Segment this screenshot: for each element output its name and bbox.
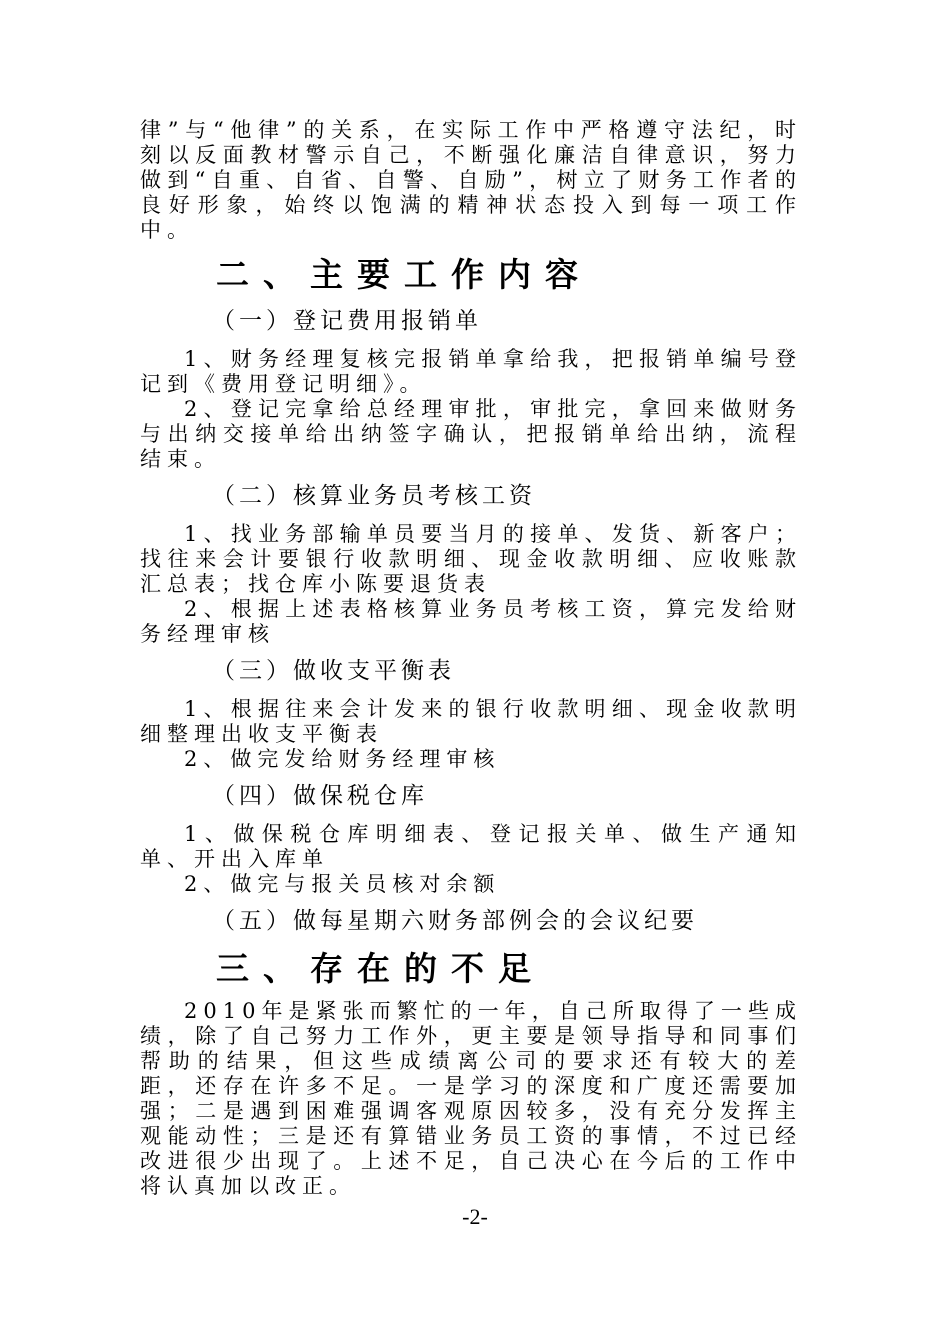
section-3-paragraph: 2010年是紧张而繁忙的一年，自己所取得了一些成绩，除了自己努力工作外，更主要是领导指导和同事们帮助的结果，但这些成绩离公司的要求还有较大的差距，还存在许多不足。一是学习的深度和广度还需要加强；二是遇到困难强调客观原因较多，没有充分发挥主观能动性；三是还有算错业务员工资的事情，不过已经改进很少出现了。上述不足，自己决心在今后的工作中将认真加以改正。: [140, 999, 802, 1198]
subsection-3-heading: （三）做收支平衡表: [212, 658, 455, 684]
page-number: -2-: [462, 1204, 488, 1229]
subsection-1-item-2: 2、登记完拿给总经理审批，审批完，拿回来做财务与出纳交接单给出纳签字确认，把报销单给出纳，流程结束。: [140, 397, 802, 471]
subsection-2-heading: （二）核算业务员考核工资: [212, 483, 536, 509]
subsection-3-item-2: 2、做完发给财务经理审核: [184, 747, 501, 771]
subsection-4-item-1: 1、做保税仓库明细表、登记报关单、做生产通知单、开出入库单: [140, 822, 802, 871]
subsection-3-item-1: 1、根据往来会计发来的银行收款明细、现金收款明细整理出收支平衡表: [140, 697, 802, 746]
subsection-1-heading: （一）登记费用报销单: [212, 308, 482, 334]
subsection-5-heading: （五）做每星期六财务部例会的会议纪要: [212, 908, 698, 934]
subsection-2-item-1: 1、找业务部输单员要当月的接单、发货、新客户；找往来会计要银行收款明细、现金收款明细、应收账款汇总表；找仓库小陈要退货表: [140, 522, 802, 596]
subsection-1-item-1: 1、财务经理复核完报销单拿给我，把报销单编号登记到《费用登记明细》。: [140, 347, 802, 396]
subsection-2-item-2: 2、根据上述表格核算业务员考核工资，算完发给财务经理审核: [140, 597, 802, 646]
document-body: [140, 118, 802, 1199]
section-2-heading: 二、主要工作内容: [216, 255, 592, 294]
subsection-4-item-2: 2、做完与报关员核对余额: [184, 872, 501, 896]
section-3-heading: 三、存在的不足: [216, 949, 545, 988]
intro-paragraph: 律”与“他律”的关系，在实际工作中严格遵守法纪，时刻以反面教材警示自己，不断强化廉洁自律意识，努力做到“自重、自省、自警、自励”，树立了财务工作者的良好形象，始终以饱满的精神状态投入到每一项工作中。: [140, 118, 802, 242]
subsection-4-heading: （四）做保税仓库: [212, 783, 428, 809]
